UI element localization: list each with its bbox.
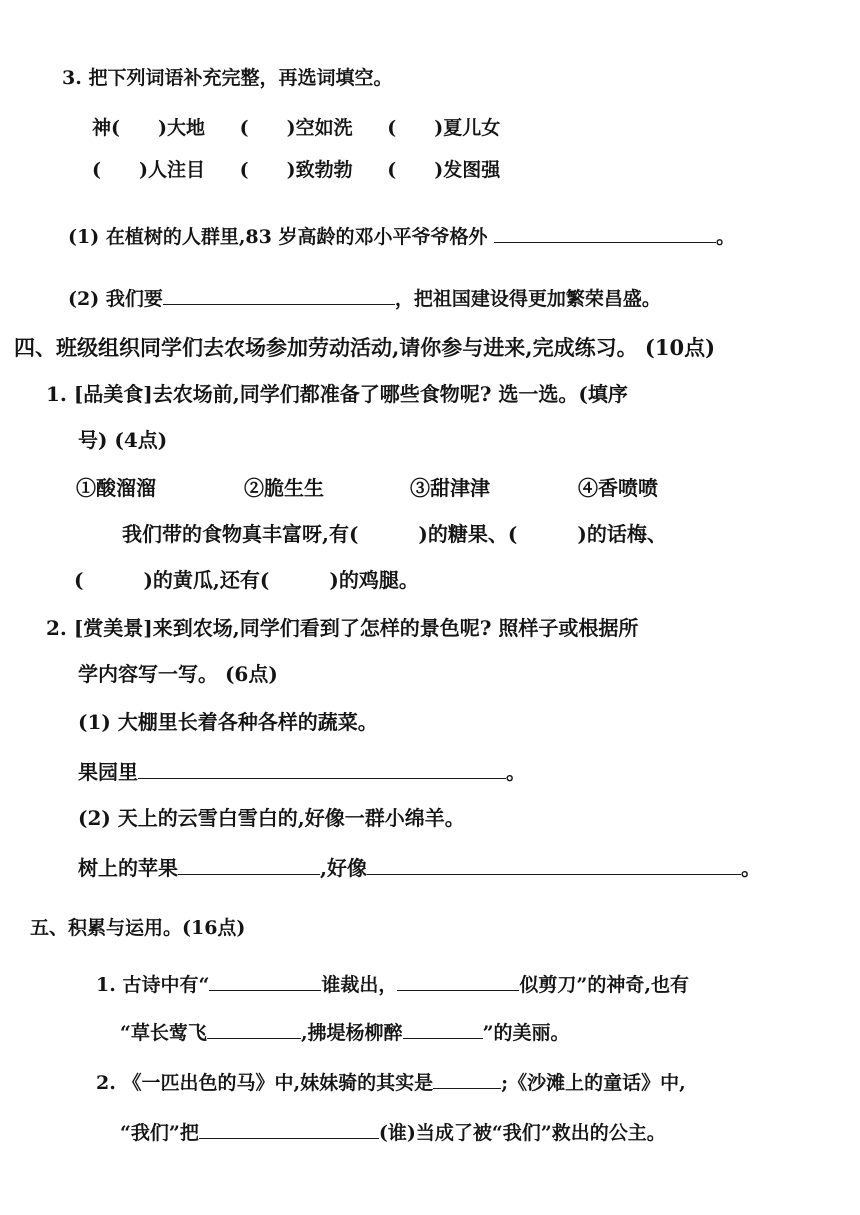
answer-blank[interactable] xyxy=(367,854,741,875)
option-4: ④香喷喷 xyxy=(578,476,658,500)
word-row-1 xyxy=(92,114,528,142)
period: 。 xyxy=(716,226,736,248)
s5-q2-line1 xyxy=(96,1068,686,1097)
sentence-text: (2) 我们要 xyxy=(68,288,163,310)
section-4-title: 四、班级组织同学们去农场参加劳动活动,请你参与进来,完成练习。 (10点) xyxy=(14,335,716,360)
example-1: (1) 大棚里长着各种各样的蔬菜。 xyxy=(78,710,378,734)
text: “我们”把 xyxy=(120,1122,199,1144)
s4-q1-sentence-1: 我们带的食物真丰富呀,有( )的糖果、( )的话梅、 xyxy=(122,522,667,546)
answer-prefix: 树上的苹果 xyxy=(78,856,178,880)
text: (谁)当成了被“我们”救出的公主。 xyxy=(378,1122,666,1144)
text: ”的美丽。 xyxy=(482,1022,570,1044)
q3-sentence-2 xyxy=(68,284,661,313)
answer-line-1 xyxy=(78,758,526,786)
answer-line-2 xyxy=(78,854,761,882)
text: 2. 《一匹出色的马》中,妹妹骑的其实是 xyxy=(96,1072,434,1094)
word-row-2 xyxy=(92,156,528,184)
answer-prefix: 果园里 xyxy=(78,760,138,784)
section-5-title: 五、积累与运用。(16点) xyxy=(30,917,246,939)
text: ;《沙滩上的童话》中, xyxy=(501,1072,686,1094)
answer-blank[interactable] xyxy=(433,1068,501,1089)
s4-q1-line2: 号) (4点) xyxy=(78,428,168,452)
s4-q2-line1: 2. [赏美景]来到农场,同学们看到了怎样的景色呢? 照样子或根据所 xyxy=(46,616,639,640)
answer-blank[interactable] xyxy=(178,854,320,875)
text: 谁裁出， xyxy=(321,974,398,996)
s5-q1-line2 xyxy=(120,1018,570,1047)
word-item: ( )夏儿女 xyxy=(387,117,501,139)
s5-q2-line2 xyxy=(120,1118,666,1147)
q3-title: 3. 把下列词语补充完整，再选词填空。 xyxy=(62,67,393,89)
answer-blank[interactable] xyxy=(403,1018,483,1039)
word-item: 神( )大地 xyxy=(92,117,205,139)
sentence-text: (1) 在植树的人群里,83 岁高龄的邓小平爷爷格外 xyxy=(68,226,488,248)
answer-middle: ,好像 xyxy=(320,856,367,880)
sentence-text: ，把祖国建设得更加繁荣昌盛。 xyxy=(394,288,661,310)
option-1: ①酸溜溜 xyxy=(76,476,156,500)
word-item: ( )致勃勃 xyxy=(239,159,353,181)
text: 1. 古诗中有“ xyxy=(96,974,210,996)
text: ,拂堤杨柳醉 xyxy=(300,1022,403,1044)
word-item: ( )发图强 xyxy=(387,159,501,181)
answer-blank[interactable] xyxy=(494,222,716,243)
s4-q2-line2: 学内容写一写。 (6点) xyxy=(78,662,278,686)
answer-blank[interactable] xyxy=(199,1118,379,1139)
word-item: ( )空如洗 xyxy=(239,117,353,139)
period: 。 xyxy=(740,856,761,880)
s5-q1-line1 xyxy=(96,970,689,999)
answer-blank[interactable] xyxy=(209,970,321,991)
option-2: ②脆生生 xyxy=(244,476,324,500)
q3-sentence-1 xyxy=(68,222,735,251)
option-3: ③甜津津 xyxy=(410,476,490,500)
answer-blank[interactable] xyxy=(163,284,395,305)
s4-q1-line1: 1. [品美食]去农场前,同学们都准备了哪些食物呢? 选一选。(填序 xyxy=(46,382,628,406)
answer-blank[interactable] xyxy=(207,1018,301,1039)
text: “草长莺飞 xyxy=(120,1022,207,1044)
answer-blank[interactable] xyxy=(397,970,519,991)
example-2: (2) 天上的云雪白雪白的,好像一群小绵羊。 xyxy=(78,806,465,830)
word-item: ( )人注目 xyxy=(92,159,205,181)
period: 。 xyxy=(506,760,526,784)
answer-blank[interactable] xyxy=(138,758,506,779)
s4-q1-sentence-2: ( )的黄瓜,还有( )的鸡腿。 xyxy=(74,568,419,592)
text: 似剪刀”的神奇,也有 xyxy=(519,974,689,996)
